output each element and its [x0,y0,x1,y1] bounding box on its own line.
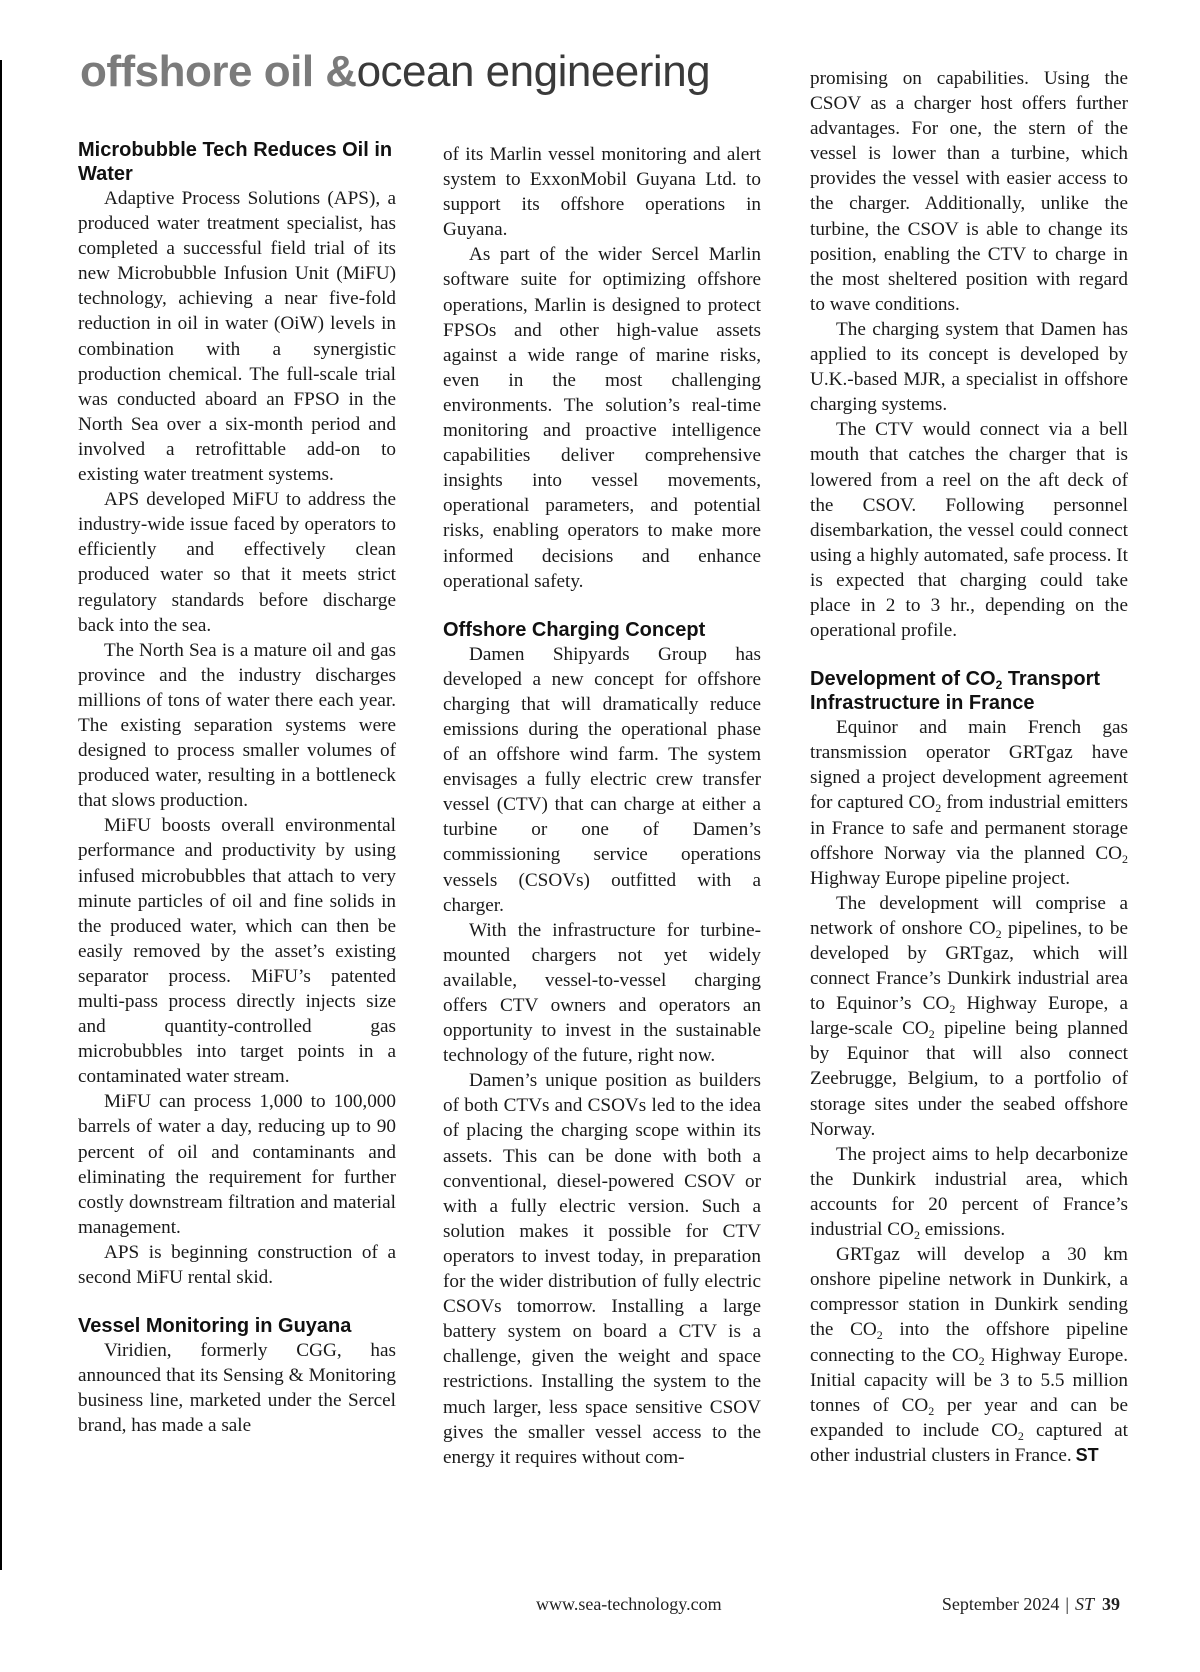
paragraph: APS is beginning construction of a second MiFU rental skid. [78,1241,396,1289]
footer-folio [942,1594,1120,1615]
page-number: 39 [1102,1594,1120,1614]
column-2 [443,142,761,1470]
paragraph: The CTV would connect via a bell mouth that catches the charger that is lowered from a reel on the aft deck of the CSOV. Following personnel disembarkation, the vessel could connect using a highly automated, safe process. It is expected that charging could take place in 2 to 3 hr., depending on the operational profile. [810,419,1128,642]
article-title-offshore-charging: Offshore Charging Concept [443,618,706,641]
title-part: Development of CO [810,668,996,691]
paragraph: The North Sea is a mature oil and gas province and the industry discharges millions of tons of water there each year. The existing separation systems were designed to process smaller volumes of produced water, resulting in a bottleneck that slows production. [78,639,396,812]
paragraph: APS developed MiFU to address the industry-wide issue faced by operators to efficiently and effectively clean produced water so that it meets strict regulatory standards before discharge back into the sea. [78,489,396,636]
footer-url[interactable]: www.sea-technology.com [536,1594,722,1614]
paragraph: Adaptive Process Solutions (APS), a produced water treatment specialist, has completed a successful field trial of its new Microbubble Infusion Unit (MiFU) technology, achieving a near five-fold reduction in oil in water (OiW) levels in combination with a synergistic production chemical. The full-scale trial was conducted aboard an FPSO in the North Sea over a six-month period and involved a retrofittable add-on to existing water treatment systems. [78,188,396,486]
column-3 [810,66,1128,1468]
paragraph: MiFU boosts overall environmental performance and productivity by using infused microbubbles that attach to very minute particles of oil and fine solids in the produced water, which can then be easily removed by the asset’s existing separator process. MiFU’s patented multi-pass process directly injects size and quantity-controlled gas microbubbles into target points in a contaminated water stream. [78,815,396,1088]
paragraph: Damen Shipyards Group has developed a new concept for offshore charging that will dramatically reduce emissions during the operational phase of an offshore wind farm. The system envisages a fully electric crew transfer vessel (CTV) that can charge at either a turbine or one of Damen’s commissioning service operations vessels (CSOVs) outfitted with a charger. [443,643,761,916]
paragraph: The development will comprise a network of onshore $CO_2$ pipelines, to be developed by GRTgaz, which will connect France’s Dunkirk industrial area to Equinor’s $CO_2$ Highway Europe, a large-scale $CO_2$ pipeline being planned by Equinor that will also connect Zeebrugge, Belgium, to a portfolio of storage sites under the seabed offshore Norway. [810,892,1128,1140]
section-title [80,47,711,96]
title-part: Transport Infrastructure in France [810,668,1101,715]
paragraph: promising on capabilities. Using the CSOV as a charger host offers further advantages. For one, the stern of the vessel is lower than a turbine, which provides the vessel with easier access to the charger. Additionally, unlike the turbine, the CSOV is able to change its position, enabling the CTV to charge in the most sheltered position with regard to wave conditions. [810,68,1128,315]
margin-rule [0,60,2,1570]
article-title-microbubble: Microbubble Tech Reduces Oil in Water [78,139,393,185]
paragraph: The charging system that Damen has applied to its concept is developed by U.K.-based MJR, a specialist in offshore charging systems. [810,318,1128,416]
article-title-vessel-monitoring: Vessel Monitoring in Guyana [78,1315,352,1338]
footer-date: September 2024 [941,1594,1060,1614]
paragraph: MiFU can process 1,000 to 100,000 barrels of water a day, reducing up to 90 percent of oil and contaminants and eliminating the requirement for further costly downstream filtration and material management. [78,1091,396,1238]
paragraph: of its Marlin vessel monitoring and alert system to ExxonMobil Guyana Ltd. to support its offshore operations in Guyana. [443,144,761,241]
paragraph: The project aims to help decarbonize the Dunkirk industrial area, which accounts for 20 percent of France’s industrial $CO_2$ emissions. [810,1143,1128,1243]
article-title-co2-transport [810,667,1128,715]
paragraph: As part of the wider Sercel Marlin software suite for optimizing offshore operations, Marlin is designed to protect FPSOs and other high-value assets against a wide range of marine risks, even in the most challenging environments. The solution’s real-time monitoring and proactive intelligence capabilities deliver comprehensive insights into vessel movements, operational parameters, and potential risks, enabling operators to make more informed decisions and enhance operational safety. [443,244,761,592]
paragraph: GRTgaz will develop a 30 km onshore pipeline network in Dunkirk, a compressor station in Dunkirk sending the $CO_2$ into the offshore pipeline connecting to the $CO_2$ Highway Europe. Initial capacity will be 3 to 5.5 million tonnes of $CO_2$ per year and can be expanded to include $CO_2$ captured at other industrial clusters in France. ST [810,1244,1129,1466]
paragraph: With the infrastructure for turbine-mounted chargers not yet widely available, vessel-to-vessel charging offers CTV owners and operators an opportunity to invest in the sustainable technology of the future, right now. [443,919,761,1067]
footer-publication: ST [1074,1594,1094,1614]
subscript: 2 [995,678,1003,693]
section-title-light: ocean engineering [356,47,711,96]
column-1 [78,138,396,1439]
footer-separator: | [1065,1594,1069,1614]
paragraph: Equinor and main French gas transmission operator GRTgaz have signed a project development agreement for captured $CO_2$ from industrial emitters in France to safe and permanent storage offshore Norway via the planned $CO_2$ Highway Europe pipeline project. [810,717,1128,889]
paragraph: Damen’s unique position as builders of both CTVs and CSOVs led to the idea of placing the charging scope within its assets. This can be done with both a conventional, diesel-powered CSOV or with a fully electric version. Such a solution makes it possible for CTV operators to invest today, in preparation for the wider distribution of fully electric CSOVs tomorrow. Installing a large battery system on board a CTV is a challenge, given the weight and space restrictions. Installing the system to the much larger, less space sensitive CSOV gives the smaller vessel access to the energy it requires without com- [443,1070,761,1468]
end-mark-icon: ST [1075,1444,1099,1465]
paragraph: Viridien, formerly CGG, has announced that its Sensing & Monitoring business line, marketed under the Sercel brand, has made a sale [78,1340,396,1437]
section-title-bold: offshore oil & [80,47,357,96]
